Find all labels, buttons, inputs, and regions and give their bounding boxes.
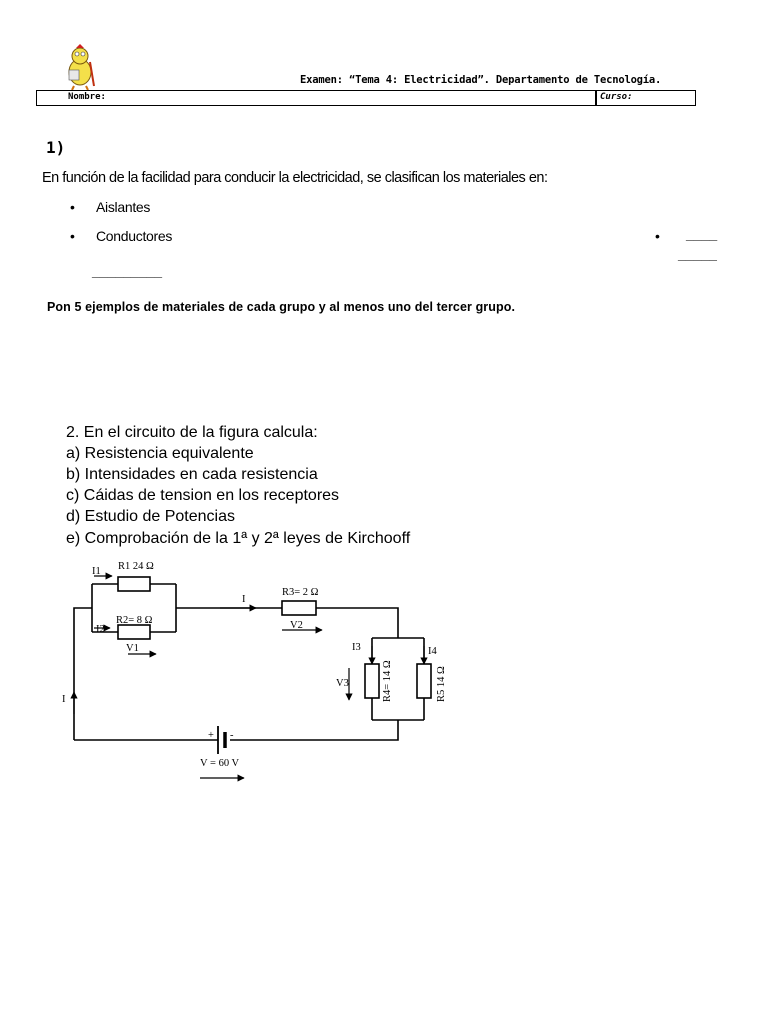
question-2-item: b) Intensidades en cada resistencia [66, 466, 318, 483]
label-r2: R2= 8 Ω [116, 615, 153, 626]
label-r1: R1 24 Ω [118, 561, 154, 572]
answer-blank: _________ [92, 263, 163, 279]
wire-bottom [74, 720, 398, 740]
circuit-diagram [50, 552, 480, 792]
school-mascot-logo [60, 44, 100, 90]
question-2-item: d) Estudio de Potencias [66, 508, 235, 525]
label-i2: I2 [96, 624, 105, 635]
label-i4: I4 [428, 646, 437, 657]
field-divider [595, 90, 597, 106]
name-field-label: Nombre: [68, 92, 106, 102]
bullet-icon: • [70, 228, 75, 244]
bullet-conductores: Conductores [96, 228, 173, 244]
question-2-item: c) Cáidas de tension en los receptores [66, 487, 340, 504]
resistor-r4 [365, 664, 379, 698]
label-i-left: I [62, 694, 66, 705]
label-i3: I3 [352, 642, 361, 653]
wire-left [74, 608, 92, 740]
question-2-item: a) Resistencia equivalente [66, 445, 254, 462]
question-1-number: 1) [46, 138, 66, 157]
answer-blank: ____ [686, 226, 718, 242]
label-v3: V3 [336, 678, 349, 689]
label-i1: I1 [92, 566, 101, 577]
resistor-r3 [282, 601, 316, 615]
bullet-icon: • [655, 228, 660, 244]
label-v1: V1 [126, 643, 139, 654]
label-r4: R4= 14 Ω [382, 660, 393, 702]
question-2-item: e) Comprobación de la 1ª y 2ª leyes de Kirchooff [66, 530, 411, 547]
resistor-r5 [417, 664, 431, 698]
label-minus: - [230, 730, 234, 741]
label-plus: + [208, 730, 214, 741]
resistor-r1 [118, 577, 150, 591]
label-r5: R5 14 Ω [436, 666, 447, 702]
label-v: V = 60 V [200, 758, 240, 769]
label-v2: V2 [290, 620, 303, 631]
question-1-intro: En función de la facilidad para conducir la electricidad, se clasifican los materiales en: [42, 170, 548, 186]
course-field-label: Curso: [600, 92, 633, 102]
battery-symbol [218, 726, 230, 754]
bullet-aislantes: Aislantes [96, 199, 151, 215]
answer-blank: _____ [678, 246, 717, 262]
resistor-r2 [118, 625, 150, 639]
bullet-icon: • [70, 199, 75, 215]
label-i: I [242, 594, 246, 605]
label-r3: R3= 2 Ω [282, 587, 319, 598]
exam-title: Examen: “Tema 4: Electricidad”. Departamento de Tecnología. [300, 74, 662, 86]
question-1-task: Pon 5 ejemplos de materiales de cada grupo y al menos uno del tercer grupo. [47, 300, 516, 314]
question-2-title: 2. En el circuito de la figura calcula: [66, 424, 318, 441]
student-info-box [36, 90, 696, 106]
